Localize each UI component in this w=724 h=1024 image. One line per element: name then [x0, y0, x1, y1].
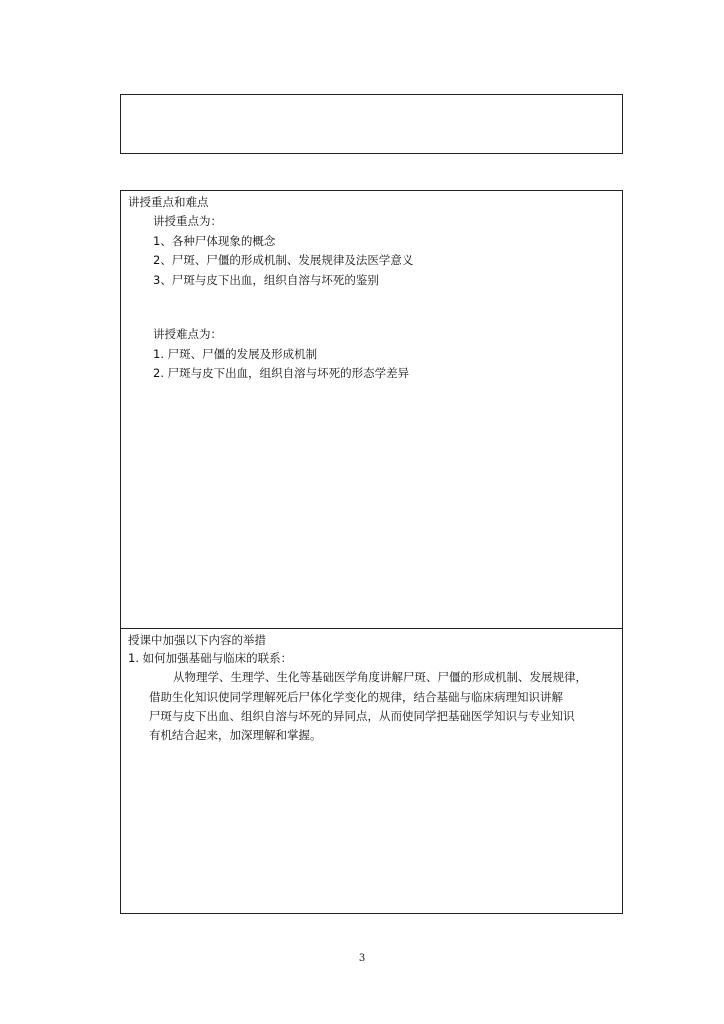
- focus-title: 讲授重点为：: [153, 214, 222, 228]
- difficulty-title: 讲授难点为：: [153, 327, 222, 341]
- difficulty-item: 1. 尸斑、尸僵的发展及形成机制: [153, 347, 318, 361]
- focus-item: 1、各种尸体现象的概念: [153, 234, 276, 248]
- key-points-cell: [121, 191, 622, 629]
- lesson-plan-table: [120, 190, 623, 914]
- measures-item-title: 1. 如何加强基础与临床的联系：: [128, 651, 293, 665]
- focus-item: 3、尸斑与皮下出血，组织自溶与坏死的鉴别: [153, 273, 379, 287]
- measures-heading: 授课中加强以下内容的举措: [128, 633, 266, 647]
- paragraph-line: 从物理学、生理学、生化等基础医学角度讲解尸斑、尸僵的形成机制、发展规律，: [173, 670, 587, 684]
- paragraph-line: 有机结合起来，加深理解和掌握。: [149, 728, 322, 742]
- empty-table-box: [120, 94, 623, 154]
- measures-cell: [121, 629, 622, 913]
- paragraph-line: 借助生化知识使同学理解死后尸体化学变化的规律，结合基础与临床病理知识讲解: [149, 690, 563, 704]
- key-points-heading: 讲授重点和难点: [128, 195, 209, 209]
- paragraph-line: 尸斑与皮下出血、组织自溶与坏死的异同点，从而使同学把基础医学知识与专业知识: [149, 709, 575, 723]
- difficulty-item: 2. 尸斑与皮下出血，组织自溶与坏死的形态学差异: [153, 366, 410, 380]
- focus-item: 2、尸斑、尸僵的形成机制、发展规律及法医学意义: [153, 253, 414, 267]
- page-number: 3: [358, 953, 366, 964]
